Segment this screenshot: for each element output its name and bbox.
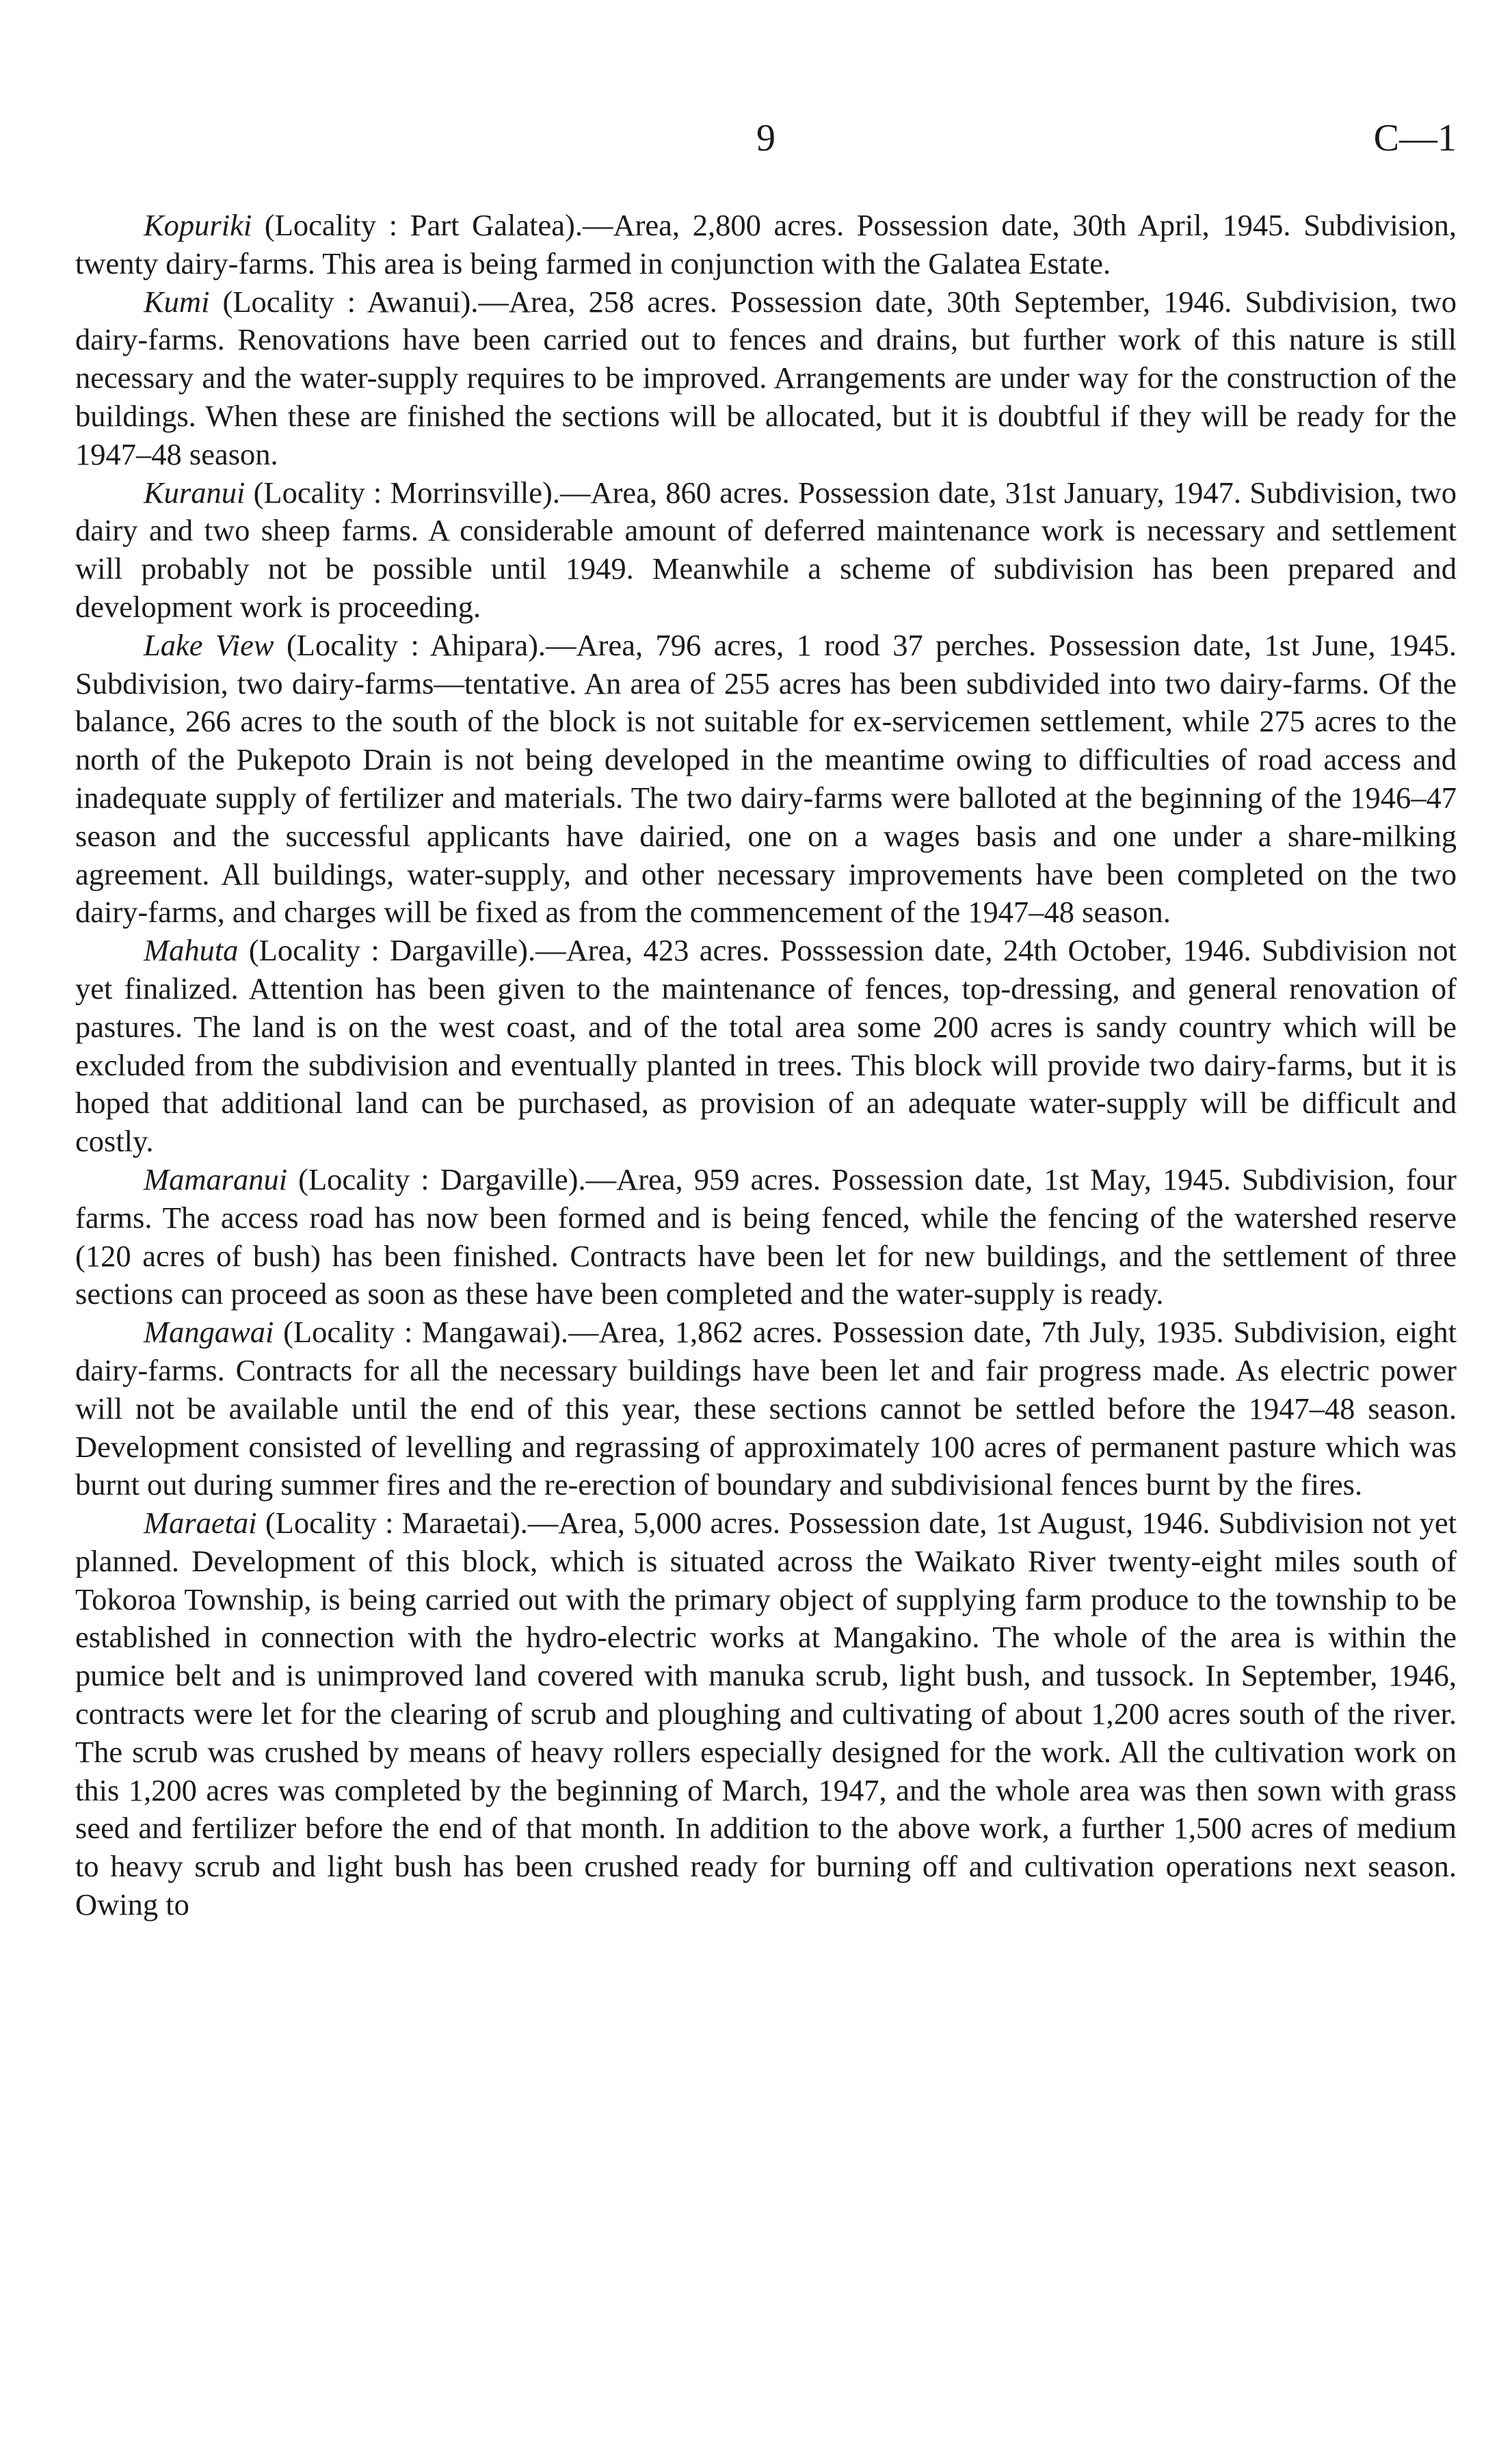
entry-text: (Locality : Dargaville).—Area, 959 acres. Possession date, 1st May, 1945. Subdivision, four farms. The access road has now been formed and is being fenced, while the fencing of the watershed reserve (120 acres of bush) has been finished. Contracts have been let for new buildings, and the settlement of three sections can proceed as soon as these have been completed and the water-supply is ready. <box>75 1162 1457 1311</box>
entry-kumi <box>75 283 1457 474</box>
entry-name: Lake View <box>144 627 274 662</box>
document-code: C—1 <box>1373 117 1457 159</box>
entry-text: (Locality : Mangawai).—Area, 1,862 acres. Possession date, 7th July, 1935. Subdivision, eight dairy-farms. Contracts for all the necessary buildings have been let and fair progress made. As electric power will not be available until the end of this year, these sections cannot be settled before the 1947–48 season. Development consisted of levelling and regrassing of approximately 100 acres of permanent pasture which was burnt out during summer fires and the re-erection of boundary and subdivisional fences burnt by the fires. <box>75 1315 1457 1502</box>
entry-lake-view <box>75 627 1457 932</box>
entry-name: Mahuta <box>144 933 239 968</box>
page-header <box>75 116 1457 171</box>
entry-text: (Locality : Awanui).—Area, 258 acres. Possession date, 30th September, 1946. Subdivision, two dairy-farms. Renovations have been carried out to fences and drains, but further work of this nature is still necessary and the water-supply requires to be improved. Arrangements are under way for the construction of the buildings. When these are finished the sections will be allocated, but it is doubtful if they will be ready for the 1947–48 season. <box>75 284 1457 471</box>
entry-mangawai <box>75 1313 1457 1504</box>
entry-maraetai <box>75 1504 1457 1924</box>
entry-name: Mangawai <box>144 1315 274 1350</box>
page-number: 9 <box>756 117 775 159</box>
entry-kuranui <box>75 474 1457 627</box>
entry-text: (Locality : Part Galatea).—Area, 2,800 acres. Possession date, 30th April, 1945. Subdivision, twenty dairy-farms. This area is being farmed in conjunction with the Galatea Estate. <box>75 208 1457 280</box>
entry-mamaranui <box>75 1161 1457 1313</box>
entry-text: (Locality : Maraetai).—Area, 5,000 acres. Possession date, 1st August, 1946. Subdivision not yet planned. Development of this block, which is situated across the Waikato River twenty-eight miles south of Tokoroa Township, is being carried out with the primary object of supplying farm produce to the township to be established in connection with the hydro-electric works at Mangakino. The whole of the area is within the pumice belt and is unimproved land covered with manuka scrub, light bush, and tussock. In September, 1946, contracts were let for the clearing of scrub and ploughing and cultivating of about 1,200 acres south of the river. The scrub was crushed by means of heavy rollers especially designed for the work. All the cultivation work on this 1,200 acres was completed by the beginning of March, 1947, and the whole area was then sown with grass seed and fertilizer before the end of that month. In addition to the above work, a further 1,500 acres of medium to heavy scrub and light bush has been crushed ready for burning off and cultivation operations next season. Owing to <box>75 1506 1457 1922</box>
entry-kopuriki <box>75 207 1457 283</box>
entry-text: (Locality : Ahipara).—Area, 796 acres, 1 rood 37 perches. Possession date, 1st June, 1945. Subdivision, two dairy-farms—tentative. An area of 255 acres has been subdivided into two dairy-farms. Of the balance, 266 acres to the south of the block is not suitable for ex-servicemen settlement, while 275 acres to the north of the Pukepoto Drain is not being developed in the meantime owing to difficulties of road access and inadequate supply of fertilizer and materials. The two dairy-farms were balloted at the beginning of the 1946–47 season and the successful applicants have dairied, one on a wages basis and one under a share-milking agreement. All buildings, water-supply, and other necessary improvements have been completed on the two dairy-farms, and charges will be fixed as from the commencement of the 1947–48 season. <box>75 627 1457 930</box>
entry-text: (Locality : Morrinsville).—Area, 860 acres. Possession date, 31st January, 1947. Subdivision, two dairy and two sheep farms. A considerable amount of deferred maintenance work is necessary and settlement will probably not be possible until 1949. Meanwhile a scheme of subdivision has been prepared and development work is proceeding. <box>75 475 1457 624</box>
entry-name: Maraetai <box>144 1506 257 1541</box>
entry-mahuta <box>75 932 1457 1161</box>
entry-name: Kuranui <box>144 475 246 510</box>
entry-name: Kumi <box>144 284 210 319</box>
entry-name: Kopuriki <box>144 208 252 242</box>
document-body <box>75 207 1457 1924</box>
entry-text: (Locality : Dargaville).—Area, 423 acres. Posssession date, 24th October, 1946. Subdivision not yet finalized. Attention has been given to the maintenance of fences, top-dressing, and general renovation of pastures. The land is on the west coast, and of the total area some 200 acres is sandy country which will be excluded from the subdivision and eventually planted in trees. This block will provide two dairy-farms, but it is hoped that additional land can be purchased, as provision of an adequate water-supply will be difficult and costly. <box>75 933 1457 1159</box>
entry-name: Mamaranui <box>144 1162 288 1196</box>
